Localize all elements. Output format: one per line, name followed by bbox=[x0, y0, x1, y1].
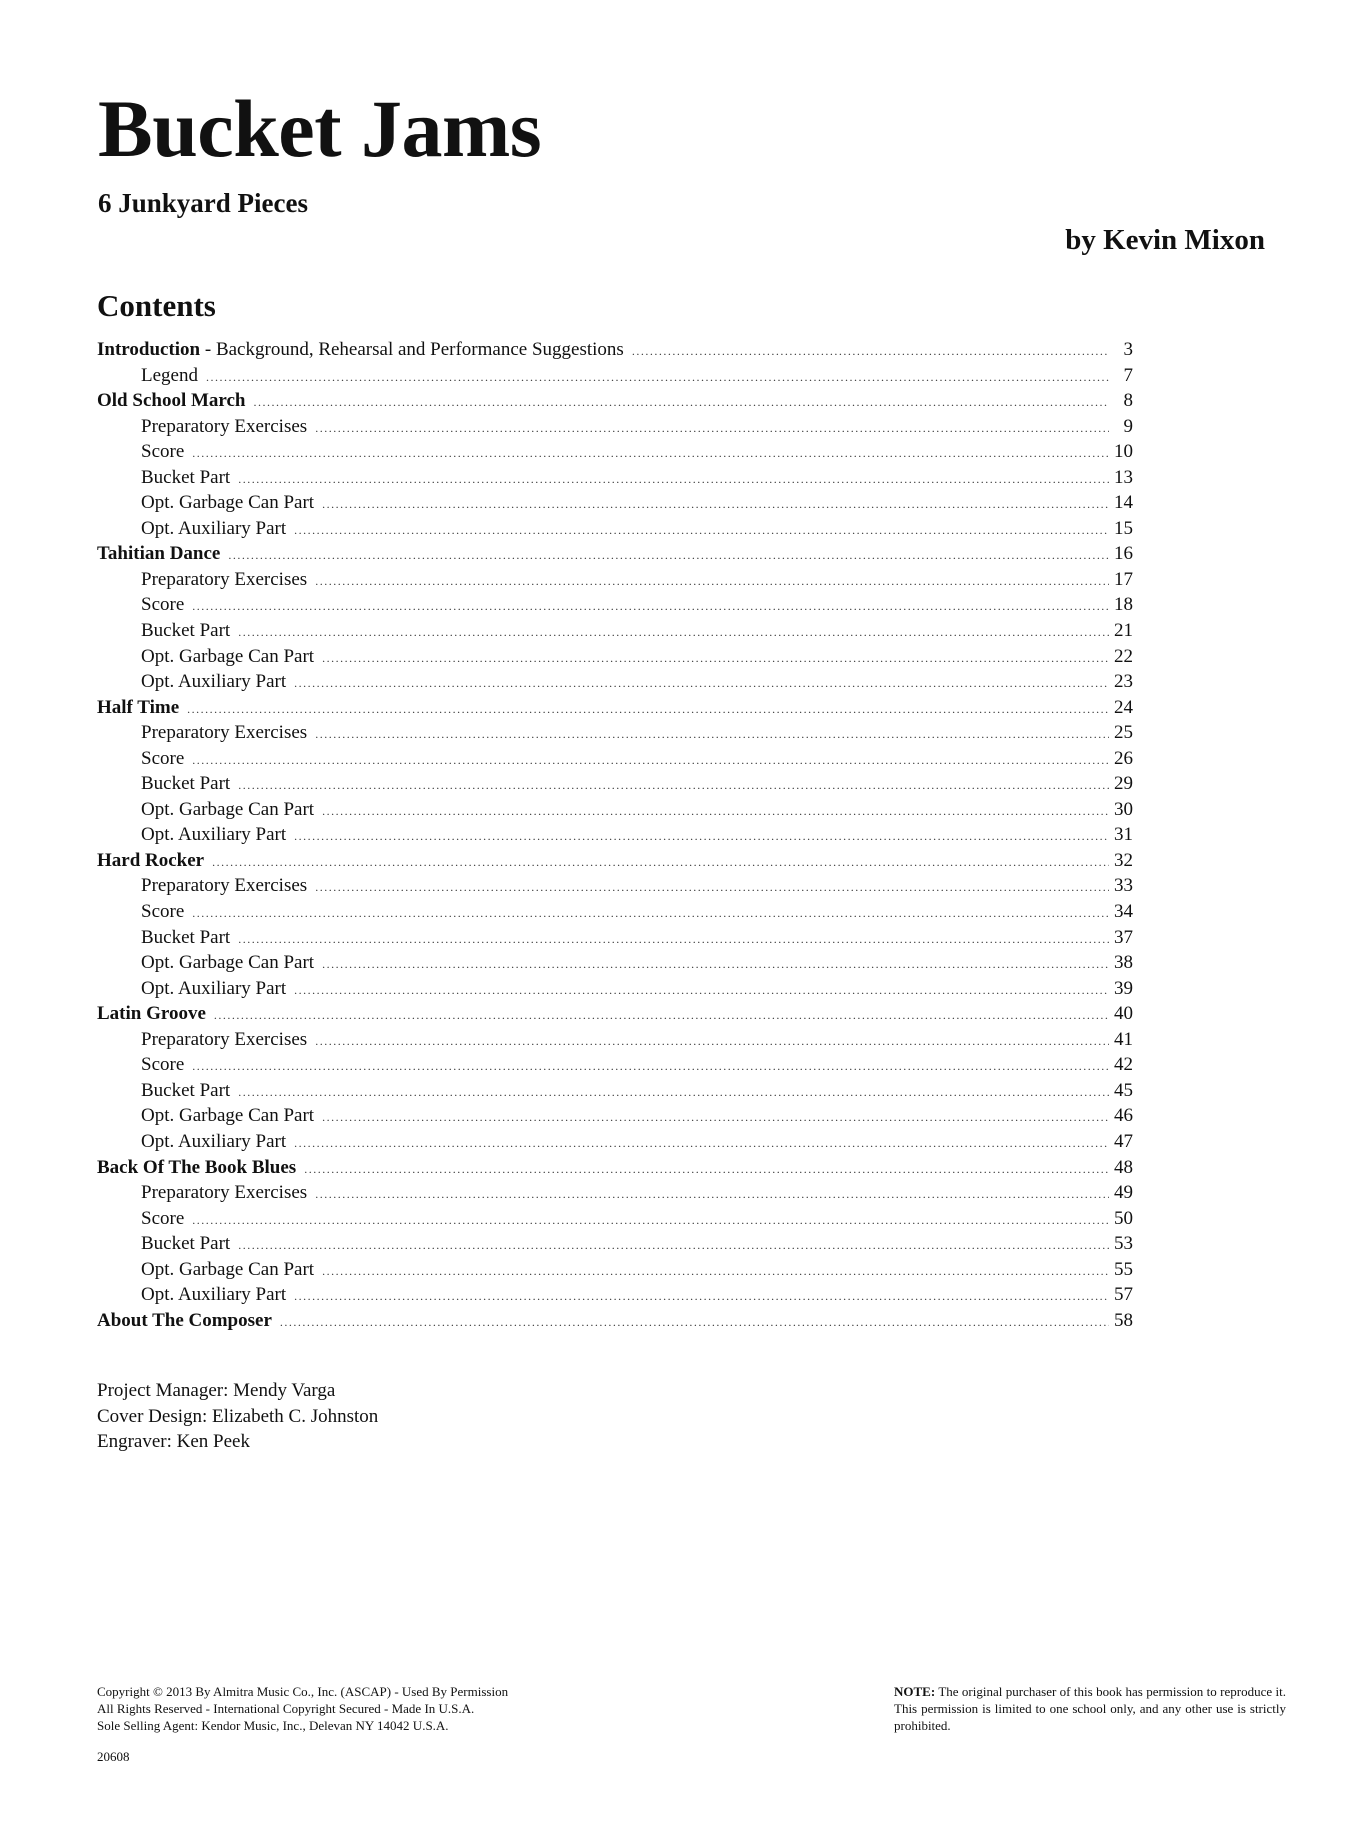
toc-entry-label bbox=[97, 644, 314, 670]
toc-page-number: 29 bbox=[1114, 773, 1133, 795]
toc-entry-title: Score bbox=[141, 1207, 185, 1229]
toc-subentry bbox=[97, 746, 1133, 772]
toc-page-number: 7 bbox=[1123, 364, 1133, 386]
toc-entry-title: Hard Rocker bbox=[97, 849, 205, 871]
toc-subentry bbox=[97, 414, 1133, 440]
author-byline: by Kevin Mixon bbox=[1065, 224, 1265, 256]
dot-leader bbox=[315, 569, 1109, 595]
toc-subentry bbox=[97, 1180, 1133, 1206]
toc-subentry bbox=[97, 644, 1133, 670]
note-label: NOTE: bbox=[894, 1684, 936, 1699]
toc-subentry bbox=[97, 592, 1133, 618]
toc-entry-title: Bucket Part bbox=[141, 1233, 231, 1255]
toc-entry-label bbox=[97, 490, 314, 516]
toc-entry-title: Score bbox=[141, 441, 185, 463]
toc-page-number: 39 bbox=[1114, 977, 1133, 999]
toc-subentry bbox=[97, 1027, 1133, 1053]
toc-entry-label bbox=[97, 1282, 286, 1308]
toc-page-number: 53 bbox=[1114, 1233, 1133, 1255]
dot-leader bbox=[214, 1003, 1109, 1029]
dot-leader bbox=[304, 1157, 1109, 1183]
credits-block bbox=[97, 1378, 378, 1455]
dot-leader bbox=[322, 1105, 1109, 1131]
toc-page-number: 37 bbox=[1114, 926, 1133, 948]
toc-entry-title: Introduction bbox=[97, 339, 201, 360]
toc-entry-label bbox=[97, 363, 198, 389]
toc-entry-title: Preparatory Exercises bbox=[141, 1182, 308, 1204]
toc-page-number: 30 bbox=[1114, 798, 1133, 820]
toc-page-number: 22 bbox=[1114, 645, 1133, 667]
dot-leader bbox=[254, 390, 1110, 416]
toc-entry-title: Opt. Auxiliary Part bbox=[141, 824, 287, 846]
toc-entry-title: Score bbox=[141, 901, 185, 923]
contents-heading: Contents bbox=[97, 288, 216, 323]
toc-subentry bbox=[97, 363, 1133, 389]
dot-leader bbox=[212, 850, 1109, 876]
toc-subentry bbox=[97, 490, 1133, 516]
toc-entry-label bbox=[97, 592, 184, 618]
toc-page-number: 49 bbox=[1114, 1182, 1133, 1204]
toc-section-entry bbox=[97, 848, 1133, 874]
toc-page-number: 47 bbox=[1114, 1130, 1133, 1152]
toc-entry-title: Latin Groove bbox=[97, 1003, 206, 1025]
toc-page-number: 13 bbox=[1114, 466, 1133, 488]
toc-page-number: 10 bbox=[1114, 441, 1133, 463]
dot-leader bbox=[322, 799, 1109, 825]
toc-section-entry bbox=[97, 1308, 1133, 1334]
engraver-credit: Engraver: Ken Peek bbox=[97, 1431, 250, 1452]
toc-subentry bbox=[97, 1129, 1133, 1155]
book-subtitle: 6 Junkyard Pieces bbox=[98, 188, 309, 218]
toc-entry-title: Bucket Part bbox=[141, 773, 231, 795]
toc-subentry bbox=[97, 1078, 1133, 1104]
toc-subentry bbox=[97, 1206, 1133, 1232]
dot-leader bbox=[187, 697, 1109, 723]
toc-entry-title: Opt. Auxiliary Part bbox=[141, 1284, 287, 1306]
dot-leader bbox=[294, 824, 1109, 850]
toc-entry-title: Opt. Garbage Can Part bbox=[141, 1105, 315, 1127]
toc-entry-label bbox=[97, 822, 286, 848]
toc-entry-label bbox=[97, 976, 286, 1002]
toc-entry-title: Opt. Auxiliary Part bbox=[141, 1130, 287, 1152]
toc-page-number: 32 bbox=[1114, 849, 1133, 871]
toc-entry-title: Preparatory Exercises bbox=[141, 722, 308, 744]
toc-page-number: 16 bbox=[1114, 543, 1133, 565]
toc-subentry bbox=[97, 618, 1133, 644]
toc-page-number: 9 bbox=[1123, 415, 1133, 437]
toc-entry-label bbox=[97, 439, 184, 465]
toc-entry-label bbox=[97, 388, 246, 414]
dot-leader bbox=[322, 1259, 1109, 1285]
toc-page-number: 58 bbox=[1114, 1309, 1133, 1331]
toc-page-number: 55 bbox=[1114, 1258, 1133, 1280]
toc-entry-title: Opt. Auxiliary Part bbox=[141, 671, 287, 693]
copyright-line: Copyright © 2013 By Almitra Music Co., Inc. (ASCAP) - Used By Permission bbox=[97, 1684, 509, 1699]
dot-leader bbox=[192, 441, 1109, 467]
toc-subentry bbox=[97, 797, 1133, 823]
toc-entry-label bbox=[97, 720, 307, 746]
toc-entry-title: Bucket Part bbox=[141, 1079, 231, 1101]
copyright-notice bbox=[97, 1683, 508, 1734]
dot-leader bbox=[315, 1029, 1109, 1055]
table-of-contents bbox=[97, 337, 1133, 1333]
toc-entry-title: Back Of The Book Blues bbox=[97, 1156, 297, 1178]
toc-page-number: 41 bbox=[1114, 1028, 1133, 1050]
toc-entry-label bbox=[97, 797, 314, 823]
toc-entry-title: Preparatory Exercises bbox=[141, 568, 308, 590]
toc-entry-label bbox=[97, 516, 286, 542]
toc-subentry bbox=[97, 899, 1133, 925]
toc-entry-title: About The Composer bbox=[97, 1309, 272, 1331]
toc-entry-title: Preparatory Exercises bbox=[141, 1028, 308, 1050]
toc-page-number: 42 bbox=[1114, 1054, 1133, 1076]
toc-entry-title: Bucket Part bbox=[141, 466, 231, 488]
toc-subentry bbox=[97, 1231, 1133, 1257]
toc-section-entry bbox=[97, 1001, 1133, 1027]
selling-agent-line: Sole Selling Agent: Kendor Music, Inc., Delevan NY 14042 U.S.A. bbox=[97, 1718, 449, 1733]
toc-section-entry bbox=[97, 695, 1133, 721]
toc-entry-label bbox=[97, 1103, 314, 1129]
dot-leader bbox=[294, 1131, 1109, 1157]
toc-page-number: 21 bbox=[1114, 620, 1133, 642]
toc-entry-title: Opt. Garbage Can Part bbox=[141, 1258, 315, 1280]
dot-leader bbox=[238, 1080, 1109, 1106]
toc-entry-label bbox=[97, 465, 230, 491]
rights-line: All Rights Reserved - International Copyright Secured - Made In U.S.A. bbox=[97, 1701, 475, 1716]
dot-leader bbox=[238, 773, 1109, 799]
toc-entry-label bbox=[97, 618, 230, 644]
toc-entry-title: Preparatory Exercises bbox=[141, 415, 308, 437]
toc-entry-title: Opt. Auxiliary Part bbox=[141, 977, 287, 999]
toc-entry-label bbox=[97, 1129, 286, 1155]
toc-entry-title: Old School March bbox=[97, 390, 246, 412]
toc-page-number: 31 bbox=[1114, 824, 1133, 846]
toc-entry-label bbox=[97, 337, 624, 363]
toc-entry-label bbox=[97, 1308, 272, 1334]
note-text: The original purchaser of this book has permission to reproduce it. This permission is limited to one school only, and any other use is strictly prohibited. bbox=[894, 1684, 1286, 1733]
dot-leader bbox=[192, 901, 1109, 927]
toc-page-number: 48 bbox=[1114, 1156, 1133, 1178]
toc-page-number: 33 bbox=[1114, 875, 1133, 897]
toc-page-number: 40 bbox=[1114, 1003, 1133, 1025]
toc-section-entry bbox=[97, 541, 1133, 567]
toc-subentry bbox=[97, 976, 1133, 1002]
toc-entry-label bbox=[97, 695, 179, 721]
toc-entry-label bbox=[97, 771, 230, 797]
dot-leader bbox=[192, 594, 1109, 620]
dot-leader bbox=[238, 927, 1109, 953]
catalog-number: 20608 bbox=[97, 1749, 130, 1764]
toc-subentry bbox=[97, 669, 1133, 695]
toc-subentry bbox=[97, 1282, 1133, 1308]
toc-entry-label bbox=[97, 746, 184, 772]
toc-entry-title: Score bbox=[141, 747, 185, 769]
toc-subentry bbox=[97, 1257, 1133, 1283]
dot-leader bbox=[315, 875, 1109, 901]
dot-leader bbox=[238, 1233, 1109, 1259]
toc-entry-title: Half Time bbox=[97, 696, 180, 718]
dot-leader bbox=[322, 646, 1109, 672]
toc-page-number: 38 bbox=[1114, 952, 1133, 974]
toc-page-number: 46 bbox=[1114, 1105, 1133, 1127]
dot-leader bbox=[322, 492, 1109, 518]
toc-subentry bbox=[97, 925, 1133, 951]
toc-entry-title: Legend bbox=[141, 364, 198, 386]
dot-leader bbox=[206, 365, 1109, 391]
toc-entry-label bbox=[97, 873, 307, 899]
toc-subentry bbox=[97, 822, 1133, 848]
toc-entry-label bbox=[97, 1155, 296, 1181]
toc-section-entry bbox=[97, 1155, 1133, 1181]
toc-page-number: 57 bbox=[1114, 1284, 1133, 1306]
toc-entry-title: Opt. Garbage Can Part bbox=[141, 952, 315, 974]
toc-entry-title: Tahitian Dance bbox=[97, 543, 221, 565]
toc-entry-label bbox=[97, 1206, 184, 1232]
toc-entry-title: Score bbox=[141, 594, 185, 616]
dot-leader bbox=[192, 1054, 1109, 1080]
toc-entry-label bbox=[97, 669, 286, 695]
toc-page-number: 18 bbox=[1114, 594, 1133, 616]
toc-entry-label bbox=[97, 950, 314, 976]
toc-subentry bbox=[97, 873, 1133, 899]
dot-leader bbox=[280, 1310, 1109, 1336]
toc-entry-label bbox=[97, 567, 307, 593]
toc-section-entry bbox=[97, 337, 1133, 363]
dot-leader bbox=[294, 1284, 1109, 1310]
toc-entry-label bbox=[97, 541, 220, 567]
toc-page-number: 26 bbox=[1114, 747, 1133, 769]
toc-section-entry bbox=[97, 388, 1133, 414]
toc-subentry bbox=[97, 720, 1133, 746]
dot-leader bbox=[315, 722, 1109, 748]
toc-entry-label bbox=[97, 414, 307, 440]
dot-leader bbox=[632, 339, 1109, 365]
dot-leader bbox=[294, 518, 1109, 544]
toc-entry-label bbox=[97, 1027, 307, 1053]
toc-page-number: 8 bbox=[1123, 390, 1133, 412]
toc-page-number: 23 bbox=[1114, 671, 1133, 693]
toc-entry-label bbox=[97, 1180, 307, 1206]
toc-entry-title: Preparatory Exercises bbox=[141, 875, 308, 897]
toc-entry-title: Opt. Garbage Can Part bbox=[141, 492, 315, 514]
toc-entry-title: Opt. Garbage Can Part bbox=[141, 798, 315, 820]
book-title: Bucket Jams bbox=[98, 83, 542, 174]
dot-leader bbox=[238, 467, 1109, 493]
toc-entry-label bbox=[97, 1052, 184, 1078]
dot-leader bbox=[294, 671, 1109, 697]
dot-leader bbox=[192, 748, 1109, 774]
dot-leader bbox=[192, 1208, 1109, 1234]
toc-page-number: 34 bbox=[1114, 901, 1133, 923]
toc-subentry bbox=[97, 439, 1133, 465]
permission-note bbox=[894, 1683, 1286, 1734]
toc-entry-label bbox=[97, 1231, 230, 1257]
dot-leader bbox=[228, 543, 1109, 569]
toc-entry-title: Opt. Garbage Can Part bbox=[141, 645, 315, 667]
toc-page-number: 14 bbox=[1114, 492, 1133, 514]
dot-leader bbox=[322, 952, 1109, 978]
toc-page-number: 50 bbox=[1114, 1207, 1133, 1229]
project-manager-credit: Project Manager: Mendy Varga bbox=[97, 1380, 336, 1401]
toc-subentry bbox=[97, 567, 1133, 593]
dot-leader bbox=[315, 1182, 1109, 1208]
toc-page-number: 3 bbox=[1123, 339, 1133, 360]
dot-leader bbox=[238, 620, 1109, 646]
toc-entry-title: Bucket Part bbox=[141, 926, 231, 948]
cover-design-credit: Cover Design: Elizabeth C. Johnston bbox=[97, 1405, 379, 1427]
toc-entry-label bbox=[97, 899, 184, 925]
toc-entry-description: - Background, Rehearsal and Performance Suggestions bbox=[200, 339, 624, 360]
toc-subentry bbox=[97, 1103, 1133, 1129]
dot-leader bbox=[315, 416, 1109, 442]
dot-leader bbox=[294, 978, 1109, 1004]
toc-subentry bbox=[97, 1052, 1133, 1078]
toc-page-number: 15 bbox=[1114, 517, 1133, 539]
toc-subentry bbox=[97, 516, 1133, 542]
toc-page-number: 24 bbox=[1114, 696, 1133, 718]
toc-subentry bbox=[97, 950, 1133, 976]
toc-subentry bbox=[97, 771, 1133, 797]
toc-entry-label bbox=[97, 1001, 206, 1027]
toc-entry-title: Bucket Part bbox=[141, 620, 231, 642]
toc-subentry bbox=[97, 465, 1133, 491]
toc-entry-label bbox=[97, 848, 204, 874]
toc-entry-title: Score bbox=[141, 1054, 185, 1076]
toc-entry-label bbox=[97, 1257, 314, 1283]
toc-page-number: 17 bbox=[1114, 568, 1133, 590]
toc-entry-label bbox=[97, 1078, 230, 1104]
toc-page-number: 25 bbox=[1114, 722, 1133, 744]
toc-entry-label bbox=[97, 925, 230, 951]
toc-page-number: 45 bbox=[1114, 1079, 1133, 1101]
toc-entry-title: Opt. Auxiliary Part bbox=[141, 517, 287, 539]
